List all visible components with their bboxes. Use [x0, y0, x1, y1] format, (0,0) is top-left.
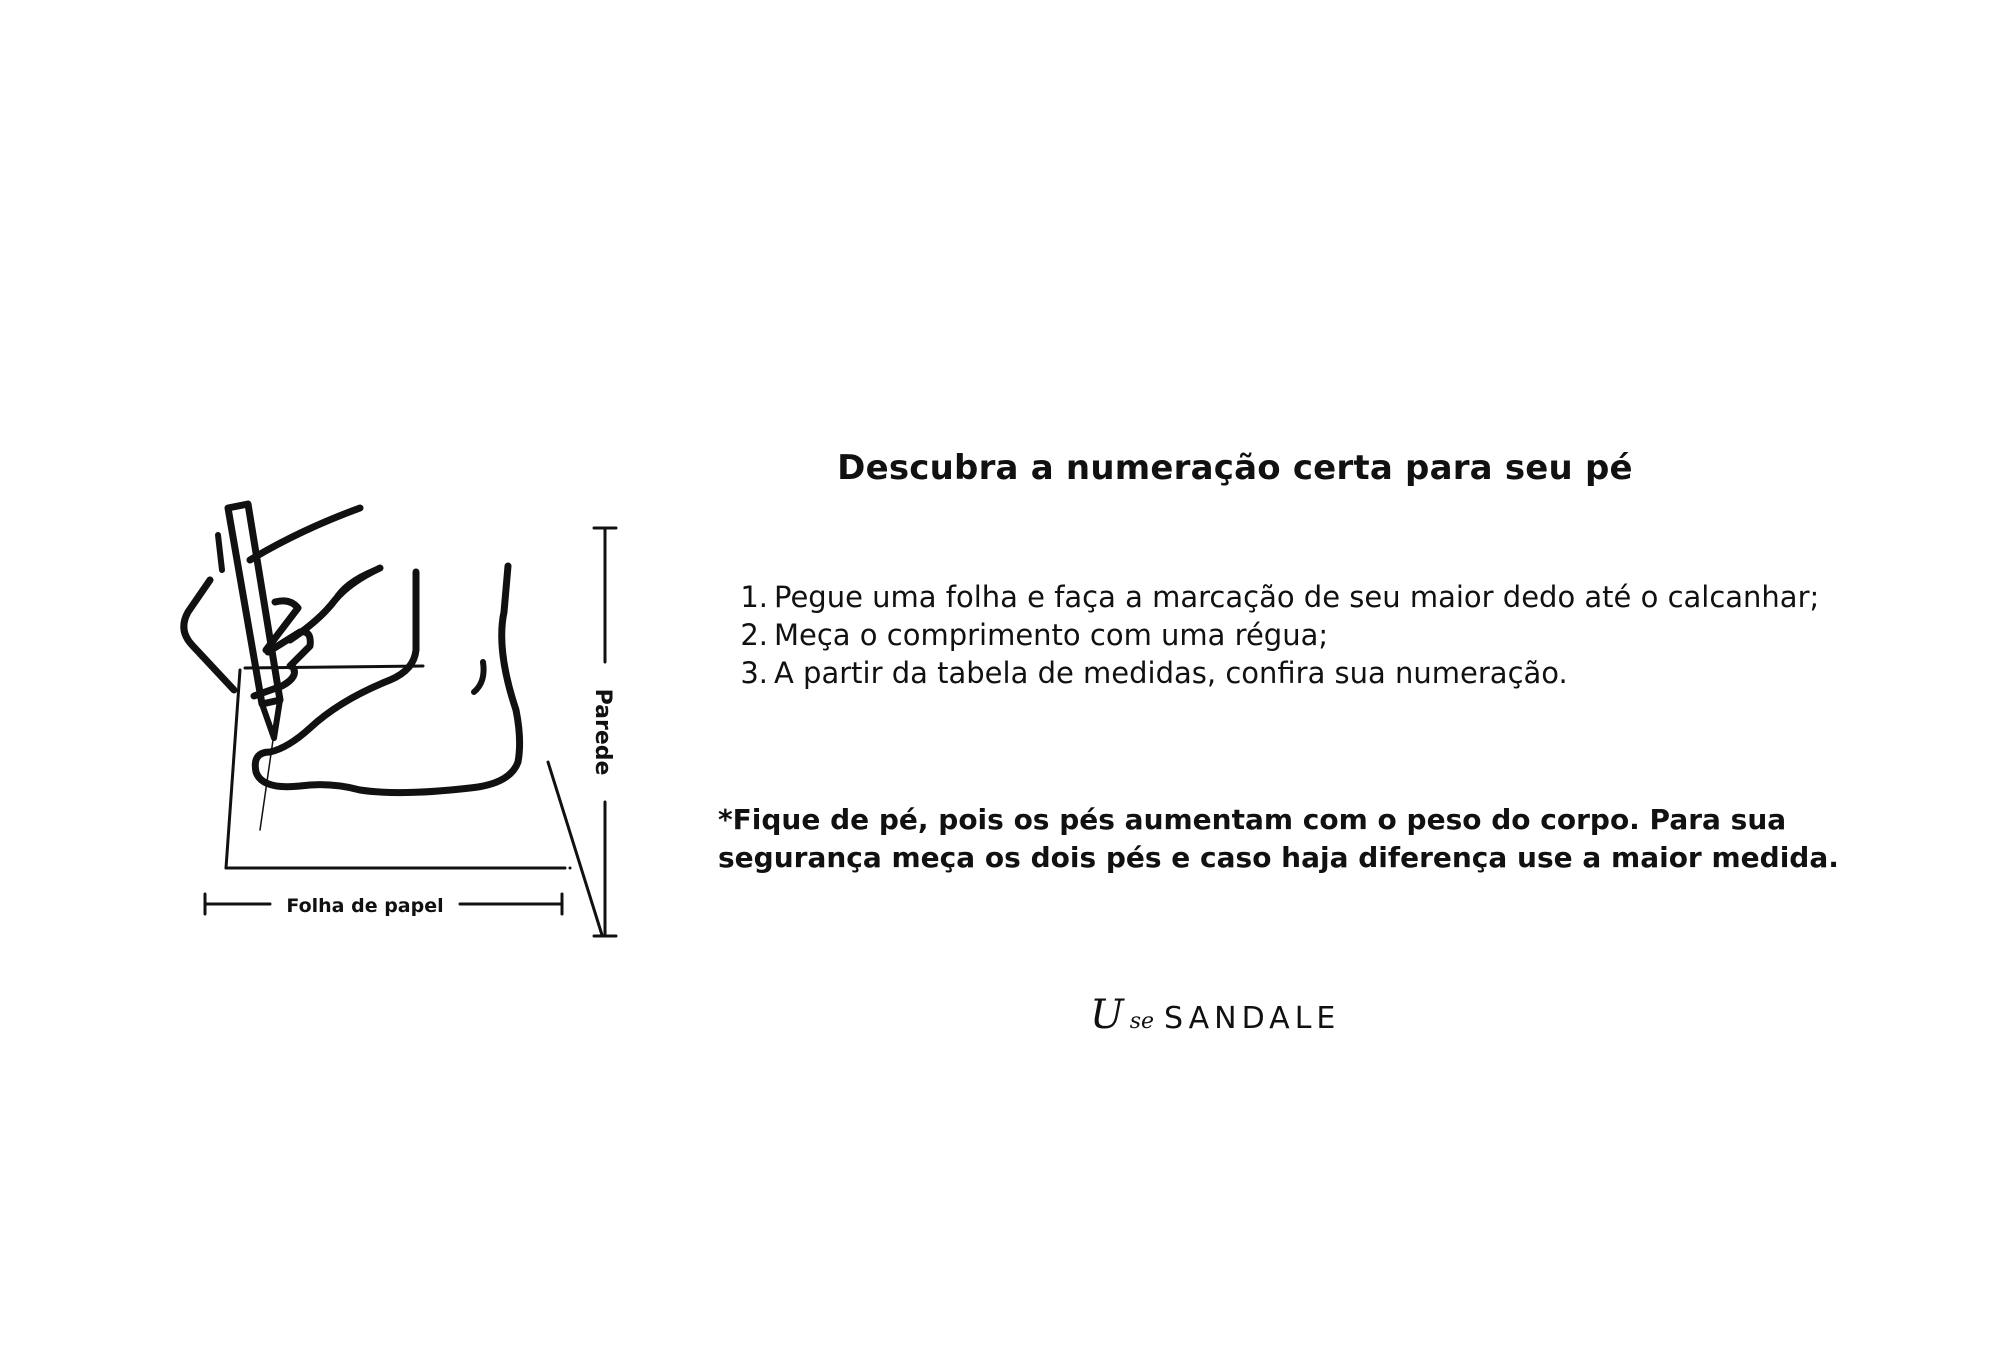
wall-label: Parede [590, 688, 615, 776]
step-number: 1. [740, 580, 768, 614]
step-number: 3. [740, 656, 768, 690]
step-text: Pegue uma folha e faça a marcação de seu maior dedo até o calcanhar; [774, 580, 1820, 614]
list-item [736, 654, 1819, 692]
safety-note-line: *Fique de pé, pois os pés aumentam com o peso do corpo. Para sua [718, 803, 1787, 836]
step-text: Meça o comprimento com uma régua; [774, 618, 1329, 652]
steps-list [736, 578, 1819, 692]
brand-script-initial: U [1090, 992, 1124, 1038]
paper-label: Folha de papel [286, 895, 444, 917]
brand-name: SANDALE [1164, 1001, 1341, 1036]
foot-measuring-illustration [170, 490, 650, 950]
safety-note-line: segurança meça os dois pés e caso haja diferença use a maior medida. [718, 841, 1839, 874]
step-number: 2. [740, 618, 768, 652]
brand-logo [1090, 992, 1340, 1038]
illustration-svg [170, 490, 650, 950]
page-title: Descubra a numeração certa para seu pé [837, 448, 1633, 488]
brand-script-suffix: se [1129, 1009, 1155, 1034]
list-item [736, 578, 1819, 616]
safety-note [718, 801, 1918, 877]
list-item [736, 616, 1819, 654]
step-text: A partir da tabela de medidas, confira sua numeração. [774, 656, 1568, 690]
